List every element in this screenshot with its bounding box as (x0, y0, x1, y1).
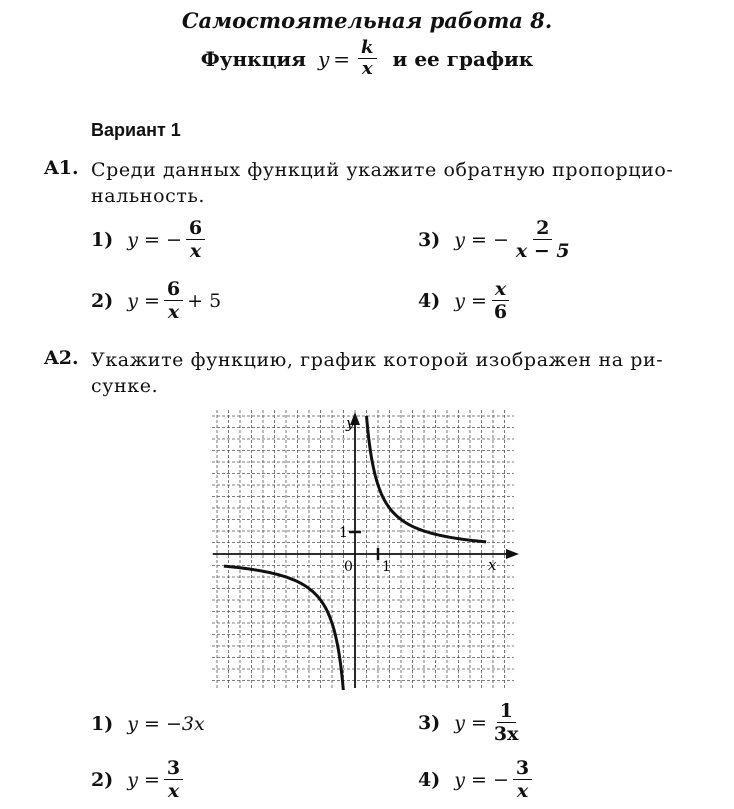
fraction-numerator: 6 (186, 217, 205, 240)
subtitle-formula-eq: = (333, 46, 351, 71)
fraction-denominator: 3x (493, 723, 519, 745)
option-lhs: y = −3x (127, 713, 205, 735)
fraction-denominator: x − 5 (515, 240, 570, 262)
option-lhs: y = (127, 768, 160, 791)
option-lhs: y = (454, 289, 487, 312)
fraction-numerator: x (492, 278, 509, 301)
a2-option-1[interactable] (91, 713, 205, 735)
fraction-numerator: 2 (533, 217, 552, 240)
subtitle-formula-num: k (358, 38, 376, 59)
x-unit-label: 1 (382, 559, 391, 575)
fraction-numerator: 3 (164, 757, 183, 780)
subtitle-prefix: Функция (200, 46, 306, 71)
graph-grid (212, 410, 514, 688)
option-fraction (513, 757, 532, 802)
a1-option-4[interactable] (418, 278, 514, 323)
option-number: 4) (418, 768, 441, 791)
option-number: 3) (418, 711, 441, 734)
fraction-denominator: x (167, 301, 180, 323)
subtitle-suffix: и ее график (392, 46, 534, 71)
option-number: 3) (418, 228, 441, 251)
hyperbola-graph (210, 408, 522, 690)
fraction-numerator: 1 (497, 700, 516, 723)
question-a2-number: A2. (44, 347, 79, 369)
question-a2-text (91, 347, 663, 399)
option-fraction (164, 757, 183, 802)
a2-option-3[interactable] (418, 700, 525, 745)
origin-label: 0 (344, 559, 353, 575)
option-lhs: y = − (127, 228, 182, 251)
y-axis-label: y (346, 414, 355, 432)
question-a1-line2: нальность. (91, 185, 206, 207)
fraction-denominator: x (189, 240, 202, 262)
subtitle-formula-den: x (361, 58, 373, 79)
option-fraction (513, 217, 573, 262)
subtitle-formula-y: y (317, 46, 330, 71)
question-a2-line2: сунке. (91, 375, 159, 397)
option-lhs: y = − (454, 768, 509, 791)
option-lhs: y = − (454, 228, 509, 251)
fraction-denominator: x (167, 780, 180, 802)
x-axis-arrow (506, 549, 519, 559)
a2-option-2[interactable] (91, 757, 187, 802)
a1-option-2[interactable] (91, 278, 221, 323)
option-number: 1) (91, 713, 114, 735)
option-lhs: y = (127, 289, 160, 312)
a1-option-1[interactable] (91, 217, 209, 262)
x-axis-label: x (488, 556, 497, 574)
option-fraction (491, 700, 522, 745)
variant-label: Вариант 1 (91, 120, 181, 140)
hyperbola-branch-left (224, 566, 344, 690)
page-title: Самостоятельная работа 8. (181, 8, 553, 33)
hyperbola-branch-right (367, 416, 487, 542)
option-lhs: y = (454, 711, 487, 734)
question-a2-line1: Укажите функцию, график которой изображен на ри- (91, 349, 664, 371)
option-number: 1) (91, 228, 114, 251)
fraction-numerator: 6 (164, 278, 183, 301)
question-a1-line1: Среди данных функций укажите обратную пропорцио- (91, 159, 674, 181)
a2-option-4[interactable] (418, 757, 536, 802)
y-unit-label: 1 (339, 525, 348, 541)
question-a1-number: A1. (44, 157, 79, 179)
question-a1-text (91, 157, 673, 209)
page-subtitle (0, 38, 734, 79)
option-number: 2) (91, 768, 114, 791)
subtitle-formula-fraction (358, 38, 376, 79)
option-fraction (491, 278, 510, 323)
option-tail: + 5 (187, 289, 222, 312)
option-number: 4) (418, 289, 441, 312)
a1-option-3[interactable] (418, 217, 577, 262)
fraction-numerator: 3 (513, 757, 532, 780)
option-number: 2) (91, 289, 114, 312)
option-fraction (164, 278, 183, 323)
fraction-denominator: x (516, 780, 529, 802)
fraction-denominator: 6 (493, 301, 508, 323)
option-fraction (186, 217, 205, 262)
